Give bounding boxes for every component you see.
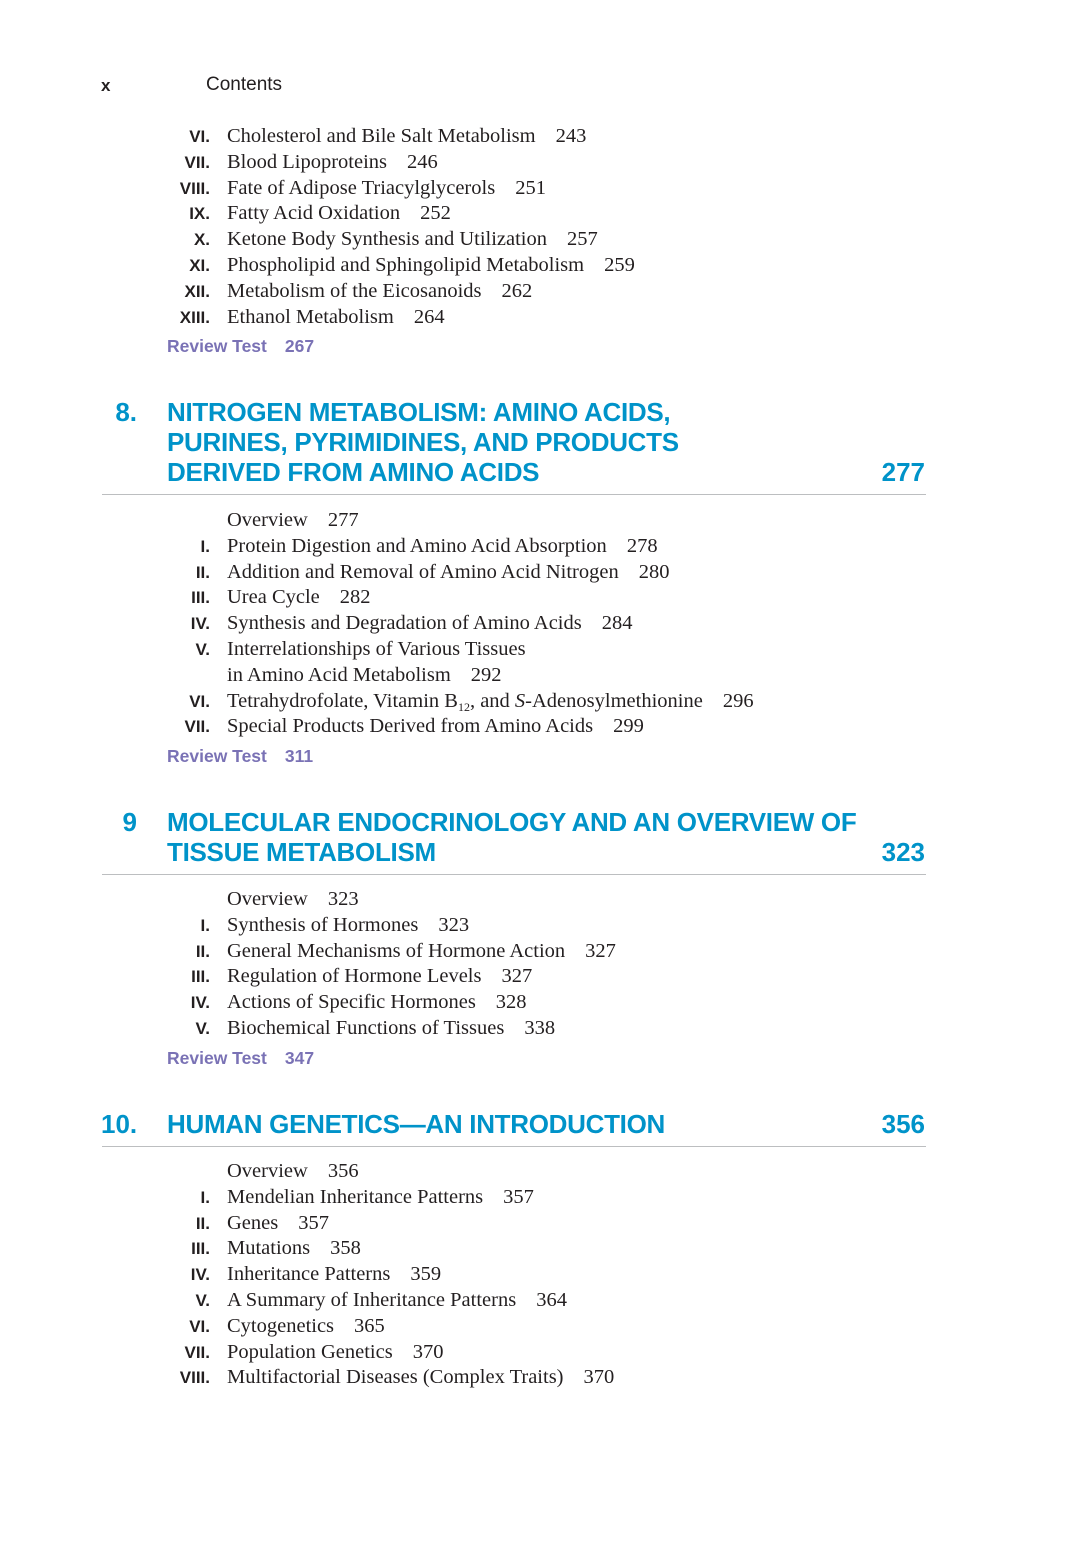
entry-page: 338: [524, 1016, 556, 1039]
entry-number: VII.: [184, 152, 210, 172]
chapter-heading[interactable]: [0, 1109, 1080, 1149]
entry-page: 323: [438, 913, 470, 936]
entry-number: III.: [191, 967, 210, 987]
toc-entry[interactable]: [0, 1314, 1080, 1340]
toc-entry[interactable]: [0, 1365, 1080, 1391]
entry-title: in Amino Acid Metabolism: [227, 663, 451, 686]
toc-entry[interactable]: [0, 1288, 1080, 1314]
review-test-link[interactable]: [167, 336, 314, 357]
entry-title: Blood Lipoproteins: [227, 150, 388, 173]
entry-number: II.: [195, 1213, 210, 1233]
entry-title-part: Tetrahydrofolate, Vitamin B: [227, 689, 458, 712]
toc-entry[interactable]: [0, 124, 1080, 150]
review-test-label: Review Test: [167, 336, 267, 356]
entry-title: Mutations: [227, 1237, 311, 1260]
chapter-number: 10.: [101, 1109, 138, 1139]
toc-entry[interactable]: [0, 585, 1080, 611]
entry-title: Regulation of Hormone Levels: [227, 965, 482, 988]
entry-title: General Mechanisms of Hormone Action: [227, 939, 566, 962]
entry-number: I.: [200, 1187, 210, 1207]
entry-page: 243: [555, 125, 587, 147]
entry-title: Synthesis of Hormones: [227, 913, 419, 936]
toc-entry[interactable]: [0, 1340, 1080, 1366]
entry-number: IX.: [189, 204, 210, 224]
entry-title: Mendelian Inheritance Patterns: [227, 1185, 484, 1208]
toc-entry[interactable]: [0, 611, 1080, 637]
chapter-entry-list: [0, 508, 1080, 740]
entry-number: IV.: [190, 614, 210, 634]
toc-entry[interactable]: [0, 253, 1080, 279]
entry-page: 357: [298, 1211, 329, 1234]
entry-page: 358: [330, 1237, 361, 1260]
entry-title: Metabolism of the Eicosanoids: [227, 279, 482, 302]
entry-number: I.: [200, 536, 210, 556]
entry-page: 327: [585, 939, 616, 962]
entry-number: V.: [195, 639, 210, 659]
entry-title: Multifactorial Diseases (Complex Traits): [227, 1366, 564, 1389]
entry-page: 262: [501, 279, 533, 302]
entry-number: III.: [191, 1239, 210, 1259]
entry-title: Overview: [227, 509, 308, 531]
review-test-page: 267: [284, 336, 315, 356]
entry-number: VII.: [184, 1342, 210, 1362]
entry-number: V.: [195, 1290, 210, 1310]
entry-page: 251: [515, 176, 546, 199]
toc-entry[interactable]: [0, 176, 1080, 202]
entry-page: 327: [501, 965, 533, 988]
entry-title: Overview: [227, 888, 308, 910]
chapter-divider: [102, 1146, 926, 1147]
running-title: Contents: [206, 74, 283, 95]
entry-number: XII.: [184, 281, 210, 301]
toc-entry[interactable]: [0, 279, 1080, 305]
review-test-label: Review Test: [167, 746, 267, 766]
review-test-link[interactable]: [167, 746, 313, 767]
toc-entry[interactable]: [0, 305, 1080, 331]
entry-number: I.: [200, 915, 210, 935]
entry-page: 323: [327, 888, 359, 910]
entry-page: 277: [327, 509, 359, 531]
entry-number: IV.: [190, 993, 210, 1013]
toc-entry[interactable]: [0, 1262, 1080, 1288]
entry-title: Cholesterol and Bile Salt Metabolism: [227, 125, 536, 147]
chapter-title: [167, 397, 679, 487]
chapter-title-line: MOLECULAR ENDOCRINOLOGY AND AN OVERVIEW OF: [167, 807, 857, 837]
toc-entry[interactable]: [0, 1159, 1080, 1185]
toc-entry[interactable]: [0, 887, 1080, 913]
entry-title: Interrelationships of Various Tissues: [227, 637, 526, 660]
toc-entry[interactable]: [0, 560, 1080, 586]
chapter-entry-list: [0, 887, 1080, 1042]
entry-page: 259: [604, 253, 635, 276]
toc-entry[interactable]: [0, 913, 1080, 939]
entry-number: VI.: [189, 127, 210, 146]
chapter-page: 356: [881, 1109, 925, 1139]
toc-entry[interactable]: [0, 990, 1080, 1016]
entry-page: 252: [420, 202, 451, 225]
toc-entry[interactable]: [0, 1236, 1080, 1262]
toc-entry[interactable]: [0, 637, 1080, 663]
entry-page: 257: [567, 228, 598, 251]
toc-entry[interactable]: [0, 714, 1080, 740]
toc-entry[interactable]: [0, 1016, 1080, 1042]
entry-page: 246: [407, 150, 438, 173]
entry-number: X.: [193, 230, 210, 250]
entry-title: Addition and Removal of Amino Acid Nitrogen: [227, 560, 619, 583]
entry-title: Ethanol Metabolism: [227, 305, 394, 328]
entry-title: Phospholipid and Sphingolipid Metabolism: [227, 253, 585, 276]
continued-entry-list: [0, 124, 1080, 330]
chapter-entry-list: [0, 1159, 1080, 1391]
toc-entry[interactable]: [0, 1211, 1080, 1237]
entry-page: 328: [495, 991, 527, 1014]
entry-title: Ketone Body Synthesis and Utilization: [227, 228, 547, 251]
entry-page: 370: [583, 1366, 615, 1389]
entry-title: Protein Digestion and Amino Acid Absorption: [227, 534, 607, 557]
entry-title: Fate of Adipose Triacylglycerols: [227, 176, 496, 199]
toc-entry[interactable]: [0, 508, 1080, 534]
entry-title: Inheritance Patterns: [227, 1263, 391, 1286]
entry-page: 356: [327, 1160, 359, 1182]
entry-title: Fatty Acid Oxidation: [227, 202, 401, 225]
chapter-heading[interactable]: [0, 397, 1080, 497]
entry-title: Genes: [227, 1211, 279, 1234]
chapter-page: 323: [881, 837, 925, 867]
entry-page: 299: [613, 715, 644, 738]
entry-title: Population Genetics: [227, 1340, 393, 1363]
subscript: 12: [457, 699, 470, 714]
chapter-number: 8.: [115, 397, 137, 427]
chapter-title-line: PURINES, PYRIMIDINES, AND PRODUCTS: [167, 427, 679, 457]
entry-title: Cytogenetics: [227, 1314, 335, 1337]
entry-number: II.: [195, 562, 210, 582]
entry-title-part: , and: [469, 689, 515, 712]
toc-entry[interactable]: [0, 227, 1080, 253]
entry-page: 292: [470, 663, 502, 686]
toc-entry[interactable]: [0, 689, 1080, 715]
chapter-title: [167, 807, 856, 867]
entry-number: III.: [191, 588, 210, 608]
entry-number: VIII.: [179, 1368, 210, 1388]
entry-page: 282: [339, 586, 371, 609]
entry-number: VIII.: [179, 178, 210, 198]
chapter-title-line: DERIVED FROM AMINO ACIDS: [167, 457, 540, 487]
review-test-link[interactable]: [167, 1048, 314, 1069]
entry-title: Biochemical Functions of Tissues: [227, 1016, 505, 1039]
entry-title: Synthesis and Degradation of Amino Acids: [227, 612, 582, 635]
entry-page: 278: [626, 534, 658, 557]
entry-title: Overview: [227, 1160, 308, 1182]
entry-page: 357: [503, 1185, 534, 1208]
chapter-title: [167, 1109, 665, 1139]
toc-entry[interactable]: [0, 534, 1080, 560]
toc-entry[interactable]: [0, 201, 1080, 227]
entry-title: Special Products Derived from Amino Acids: [227, 715, 594, 738]
review-test-page: 311: [284, 746, 314, 766]
chapter-divider: [102, 494, 926, 495]
chapter-number: 9: [122, 807, 137, 837]
entry-number: VI.: [189, 1316, 210, 1336]
entry-page: 359: [410, 1263, 442, 1286]
entry-page: 264: [413, 305, 445, 328]
entry-number: II.: [195, 941, 210, 961]
entry-title: Actions of Specific Hormones: [227, 991, 476, 1014]
toc-entry[interactable]: [0, 1185, 1080, 1211]
entry-title: [227, 689, 754, 717]
entry-number: XI.: [189, 255, 210, 275]
review-test-label: Review Test: [167, 1048, 267, 1068]
page-number: x: [101, 76, 111, 95]
entry-number: IV.: [190, 1265, 210, 1285]
toc-entry[interactable]: [0, 939, 1080, 965]
entry-number: XIII.: [179, 307, 210, 327]
entry-page: 364: [536, 1288, 567, 1311]
review-test-page: 347: [284, 1048, 315, 1068]
toc-entry[interactable]: [0, 150, 1080, 176]
page-header: [0, 74, 1080, 100]
chapter-title-line: TISSUE METABOLISM: [167, 837, 436, 867]
chapter-title-line: NITROGEN METABOLISM: AMINO ACIDS,: [167, 397, 671, 427]
chapter-heading[interactable]: [0, 807, 1080, 877]
chapter-title-line: HUMAN GENETICS—AN INTRODUCTION: [167, 1109, 665, 1139]
entry-page: 284: [601, 612, 633, 635]
entry-page: 370: [412, 1340, 444, 1363]
chapter-divider: [102, 874, 926, 875]
entry-title-italic: S: [514, 689, 526, 712]
entry-page: 365: [354, 1314, 385, 1337]
entry-page: 280: [638, 560, 670, 583]
entry-title: Urea Cycle: [227, 586, 320, 609]
entry-number: VII.: [184, 717, 210, 737]
entry-title: A Summary of Inheritance Patterns: [227, 1288, 517, 1311]
chapter-page: 277: [881, 457, 925, 487]
entry-number: VI.: [189, 691, 210, 711]
entry-page: 296: [722, 689, 754, 712]
toc-entry-continuation[interactable]: [0, 663, 1080, 689]
entry-title-part: -Adenosylmethionine: [525, 689, 703, 712]
toc-entry[interactable]: [0, 964, 1080, 990]
entry-number: V.: [195, 1018, 210, 1038]
